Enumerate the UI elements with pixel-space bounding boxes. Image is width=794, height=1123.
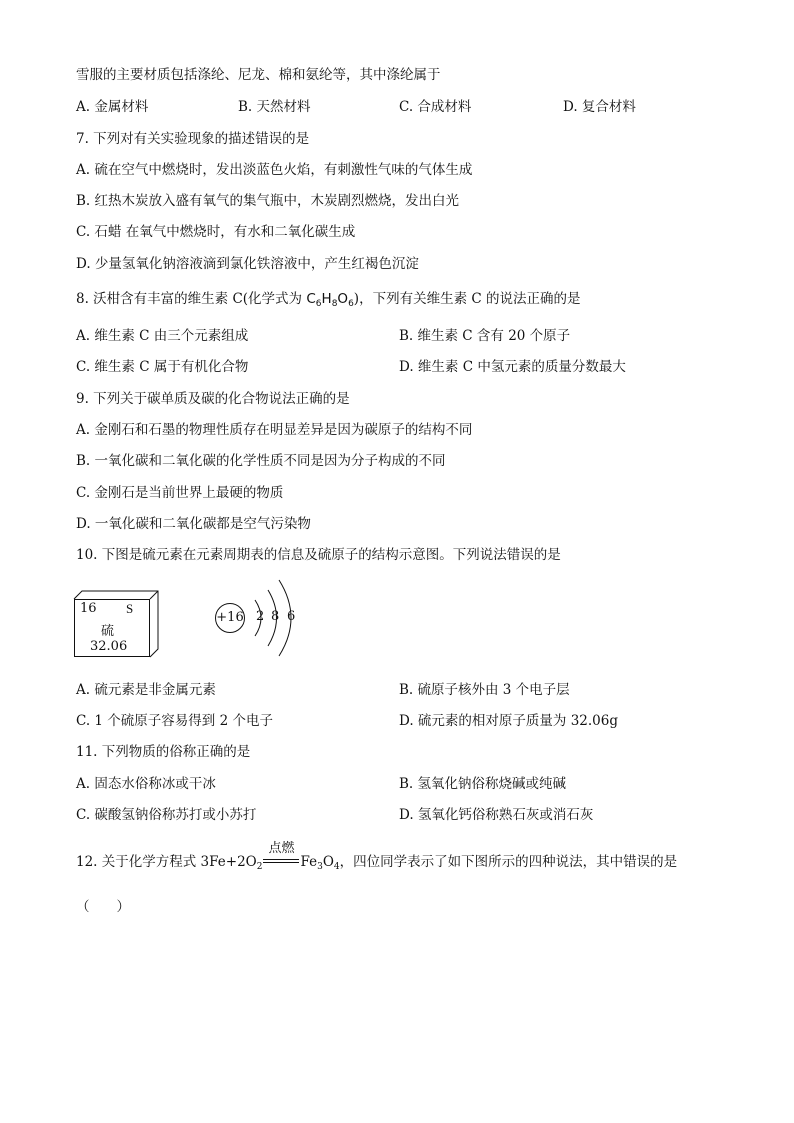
o-subscript: 4 <box>333 862 340 872</box>
sulfur-atom-diagram <box>213 578 303 658</box>
element-symbol: S <box>126 601 134 616</box>
atomic-number: 16 <box>80 601 97 616</box>
q8-stem <box>76 287 580 309</box>
q9-option-c: C. 金刚石是当前世界上最硬的物质 <box>76 485 284 501</box>
q9-option-b: B. 一氧化碳和二氧化碳的化学性质不同是因为分子构成的不同 <box>76 453 446 469</box>
q6-option-b: B. 天然材料 <box>238 99 311 115</box>
element-name: 硫 <box>101 624 115 639</box>
q10-option-b: B. 硫原子核外由 3 个电子层 <box>399 682 570 698</box>
q11-option-c: C. 碳酸氢钠俗称苏打或小苏打 <box>76 807 257 823</box>
shell-1-electrons: 2 <box>256 609 265 624</box>
q12-stem-before: 12. 关于化学方程式 3Fe+2O <box>76 854 257 870</box>
q8-option-d: D. 维生素 C 中氢元素的质量分数最大 <box>399 359 626 375</box>
q12-answer-blank: （ ） <box>76 899 130 915</box>
q11-option-a: A. 固态水俗称冰或干冰 <box>76 776 216 792</box>
q12-stem <box>76 841 678 872</box>
vitamin-c-formula: $C_6H_8O_6$ <box>306 291 354 309</box>
atomic-mass: 32.06 <box>90 639 128 654</box>
q8-option-b: B. 维生素 C 含有 20 个原子 <box>399 328 571 344</box>
q7-option-b: B. 红热木炭放入盛有氧气的集气瓶中，木炭剧烈燃烧，发出白光 <box>76 193 460 209</box>
q6-option-a: A. 金属材料 <box>76 99 149 115</box>
q6-option-c: C. 合成材料 <box>399 99 472 115</box>
o2-subscript: 2 <box>256 862 263 872</box>
q10-option-d: D. 硫元素的相对原子质量为 32.06g <box>399 713 619 729</box>
q10-option-a: A. 硫元素是非金属元素 <box>76 682 216 698</box>
q8-option-a: A. 维生素 C 由三个元素组成 <box>76 328 249 344</box>
q8-stem-before: 8. 沃柑含有丰富的维生素 C(化学式为 <box>76 291 307 307</box>
shell-2-electrons: 8 <box>271 609 280 624</box>
periodic-table-cell <box>74 591 150 657</box>
q10-option-c: C. 1 个硫原子容易得到 2 个电子 <box>76 713 273 729</box>
q11-option-b: B. 氢氧化钠俗称烧碱或纯碱 <box>399 776 567 792</box>
q7-option-c: C. 石蜡 在氧气中燃烧时，有水和二氧化碳生成 <box>76 224 356 240</box>
q6-option-d: D. 复合材料 <box>563 99 636 115</box>
product-fe: Fe <box>300 854 318 870</box>
product-o: O <box>322 854 334 870</box>
nucleus: +16 <box>215 603 245 633</box>
q6-stem: 雪服的主要材质包括涤纶、尼龙、棉和氨纶等，其中涤纶属于 <box>76 67 441 83</box>
q11-option-d: D. 氢氧化钙俗称熟石灰或消石灰 <box>399 807 594 823</box>
q11-stem: 11. 下列物质的俗称正确的是 <box>76 744 251 760</box>
reaction-arrow <box>262 841 300 870</box>
q9-option-a: A. 金刚石和石墨的物理性质存在明显差异是因为碳原子的结构不同 <box>76 422 473 438</box>
q8-option-c: C. 维生素 C 属于有机化合物 <box>76 359 249 375</box>
q7-stem: 7. 下列对有关实验现象的描述错误的是 <box>76 131 310 147</box>
q9-stem: 9. 下列关于碳单质及碳的化合物说法正确的是 <box>76 391 350 407</box>
q8-stem-after: )，下列有关维生素 C 的说法正确的是 <box>353 291 581 307</box>
q7-option-a: A. 硫在空气中燃烧时，发出淡蓝色火焰，有刺激性气味的气体生成 <box>76 162 473 178</box>
q7-option-d: D. 少量氢氧化钠溶液滴到氯化铁溶液中，产生红褐色沉淀 <box>76 256 419 272</box>
reaction-condition: 点燃 <box>268 841 295 856</box>
q12-stem-after: ，四位同学表示了如下图所示的四种说法，其中错误的是 <box>339 854 678 870</box>
reaction-equals-bar <box>263 859 299 863</box>
shell-3-electrons: 6 <box>287 609 296 624</box>
q9-option-d: D. 一氧化碳和二氧化碳都是空气污染物 <box>76 516 311 532</box>
q10-stem: 10. 下图是硫元素在元素周期表的信息及硫原子的结构示意图。下列说法错误的是 <box>76 547 561 563</box>
fe-subscript: 3 <box>317 862 323 872</box>
